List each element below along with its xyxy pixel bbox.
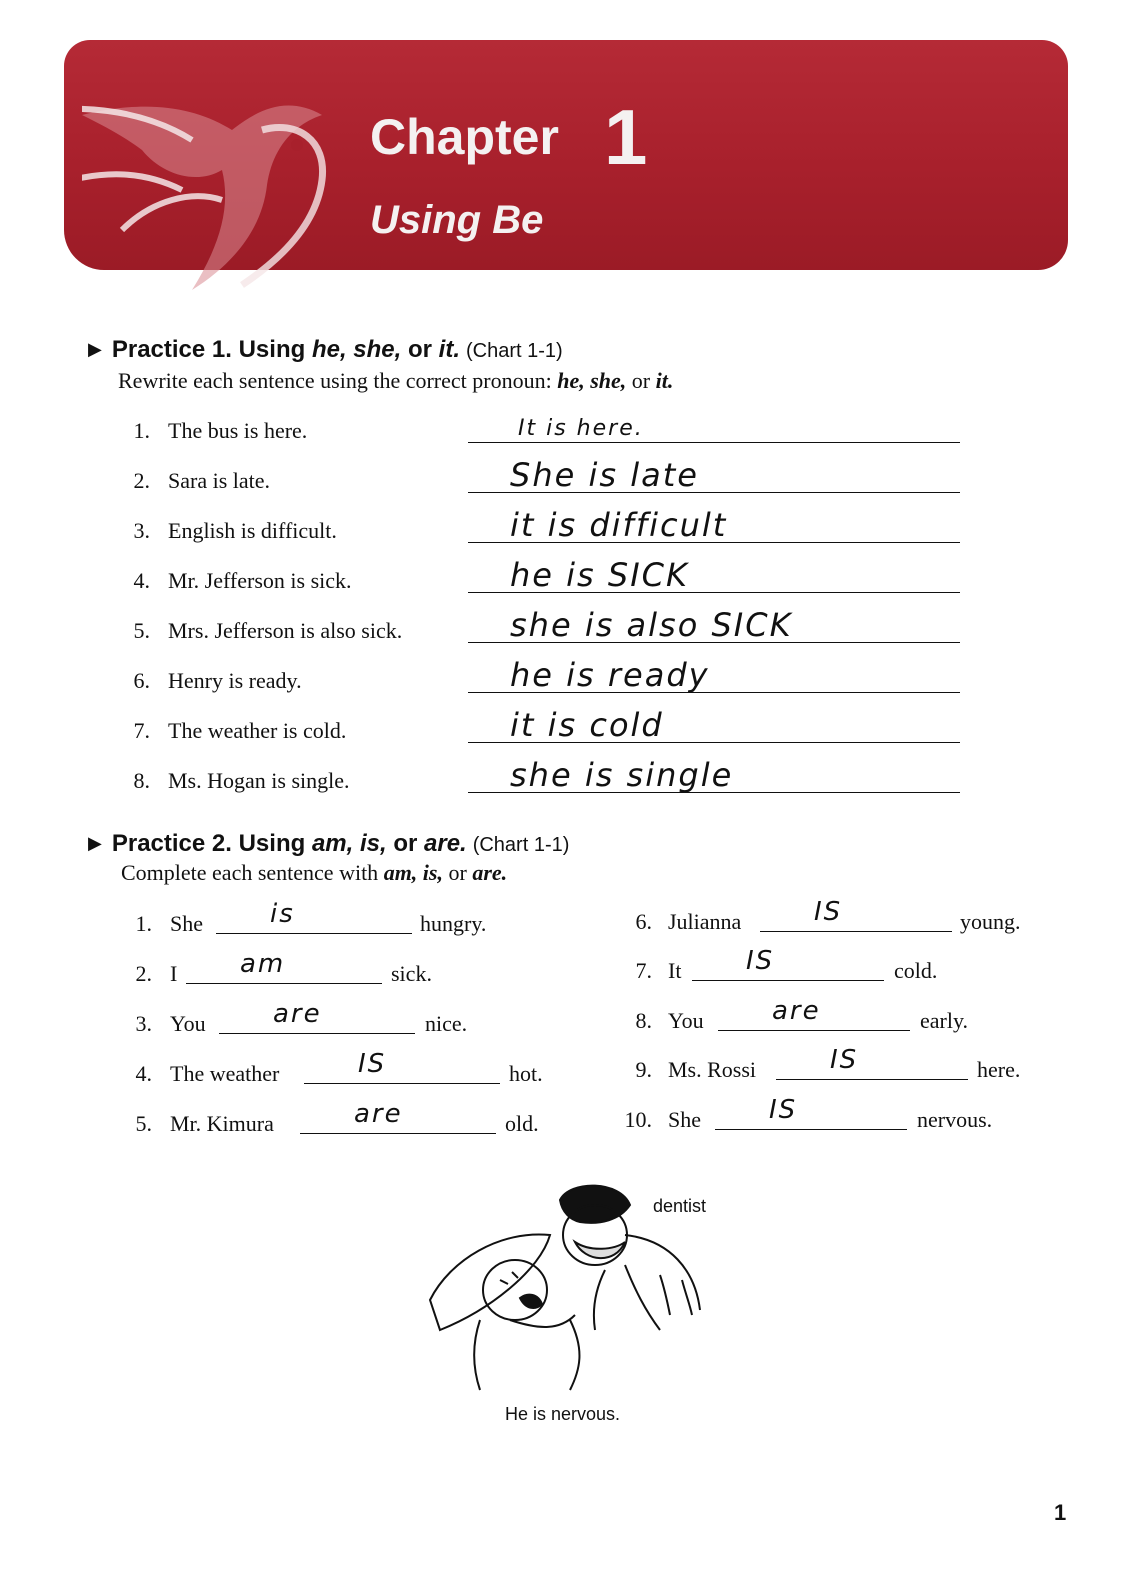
chart-reference: (Chart 1-1) [465, 340, 563, 362]
item-text-before: You [170, 1011, 206, 1036]
item-number: 5. [133, 618, 150, 643]
item-number: 4. [135, 1061, 152, 1086]
handwritten-answer: are [273, 999, 322, 1029]
handwritten-answer: it is cold [510, 706, 664, 744]
bird-logo-icon [82, 90, 352, 300]
handwritten-answer: IS [769, 1095, 798, 1125]
item-text-after: cold. [894, 958, 938, 983]
answer-blank[interactable] [300, 1133, 496, 1134]
handwritten-answer: he is SICK [510, 556, 689, 594]
page-number: 1 [1054, 1500, 1067, 1525]
chapter-subtitle: Using Be [370, 198, 544, 242]
item-text-after: old. [505, 1111, 539, 1136]
handwritten-answer: IS [814, 897, 843, 927]
item-number: 3. [135, 1011, 152, 1036]
item-text-after: sick. [391, 961, 432, 986]
item-sentence: The weather is cold. [168, 718, 347, 743]
practice-1-instruction: Rewrite each sentence using the correct pronoun: he, she, or it. [118, 368, 674, 393]
item-sentence: Ms. Hogan is single. [168, 768, 350, 793]
item-number: 1. [135, 911, 152, 936]
item-text-before: Mr. Kimura [170, 1111, 274, 1136]
item-text-before: The weather [170, 1061, 280, 1086]
item-sentence: Mrs. Jefferson is also sick. [168, 618, 403, 643]
handwritten-answer: She is late [510, 456, 699, 494]
handwritten-answer: is [270, 899, 295, 929]
item-text-before: Ms. Rossi [668, 1057, 757, 1082]
chapter-banner [64, 40, 1068, 270]
dentist-label: dentist [653, 1196, 707, 1216]
item-text-after: hungry. [420, 911, 487, 936]
item-text-before: She [668, 1107, 701, 1132]
item-number: 8. [635, 1008, 652, 1033]
item-text-before: Julianna [668, 909, 742, 934]
handwritten-answer: am [240, 949, 286, 979]
answer-blank[interactable] [760, 931, 952, 932]
handwritten-answer: are [354, 1099, 403, 1129]
chapter-number: 1 [604, 93, 648, 181]
item-sentence: Mr. Jefferson is sick. [168, 568, 352, 593]
item-number: 4. [133, 568, 150, 593]
handwritten-answer: IS [358, 1049, 387, 1079]
practice-2-heading: ▶ Practice 2. Using am, is, or are. (Chart 1-1) [88, 830, 570, 857]
chapter-title: Chapter [370, 109, 559, 165]
handwritten-answer: IS [830, 1045, 859, 1075]
answer-blank[interactable] [219, 1033, 415, 1034]
item-number: 6. [635, 909, 652, 934]
item-number: 6. [133, 668, 150, 693]
item-number: 8. [133, 768, 150, 793]
item-number: 2. [133, 468, 150, 493]
answer-blank[interactable] [216, 933, 412, 934]
handwritten-answer: she is single [510, 756, 734, 794]
handwritten-answer: IS [746, 946, 775, 976]
item-number: 9. [635, 1057, 652, 1082]
handwritten-answer: are [772, 996, 821, 1026]
practice-2-instruction: Complete each sentence with am, is, or are. [121, 860, 508, 885]
item-text-before: You [668, 1008, 704, 1033]
item-number: 5. [135, 1111, 152, 1136]
item-number: 2. [135, 961, 152, 986]
item-text-before: She [170, 911, 203, 936]
answer-blank[interactable] [776, 1079, 968, 1080]
item-number: 1. [133, 418, 150, 443]
item-text-before: It [668, 958, 682, 983]
play-arrow-icon: ▶ [88, 833, 102, 853]
item-number: 7. [635, 958, 652, 983]
answer-blank[interactable] [718, 1030, 910, 1031]
item-sentence: Sara is late. [168, 468, 271, 493]
answer-blank[interactable] [692, 980, 884, 981]
item-number: 7. [133, 718, 150, 743]
play-arrow-icon: ▶ [88, 339, 102, 359]
illustration-caption: He is nervous. [505, 1404, 621, 1424]
item-text-after: young. [960, 909, 1021, 934]
handwritten-answer: it is difficult [510, 506, 728, 544]
handwritten-answer: he is ready [510, 656, 710, 694]
item-text-after: early. [920, 1008, 969, 1033]
handwritten-answer: It is here. [518, 416, 644, 441]
handwritten-answer: she is also SICK [510, 606, 793, 644]
practice-1-heading: ▶ Practice 1. Using he, she, or it. (Chart 1-1) [88, 336, 563, 363]
answer-blank[interactable] [304, 1083, 500, 1084]
item-sentence: Henry is ready. [168, 668, 302, 693]
item-number: 10. [624, 1107, 652, 1132]
item-text-after: nervous. [917, 1107, 993, 1132]
item-number: 3. [133, 518, 150, 543]
item-text-after: hot. [509, 1061, 543, 1086]
item-text-after: here. [977, 1057, 1021, 1082]
chart-reference: (Chart 1-1) [472, 834, 570, 856]
item-text-after: nice. [425, 1011, 468, 1036]
answer-line[interactable] [468, 442, 960, 443]
answer-blank[interactable] [715, 1129, 907, 1130]
item-sentence: The bus is here. [168, 418, 308, 443]
answer-blank[interactable] [186, 983, 382, 984]
item-text-before: I [170, 961, 178, 986]
item-sentence: English is difficult. [168, 518, 337, 543]
